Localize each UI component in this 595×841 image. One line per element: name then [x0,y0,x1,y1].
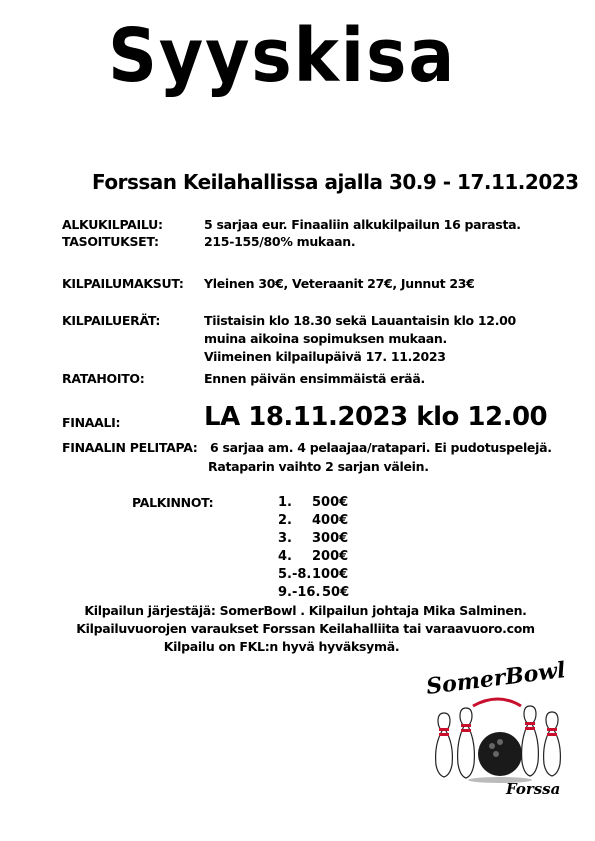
prize-rank: 3. [278,531,292,546]
info-label-kilpailumaksut: KILPAILUMAKSUT: [62,276,184,291]
prize-amount: 500€ [312,495,349,510]
prize-amount: 400€ [312,513,349,528]
final-format-line2: Rataparin vaihto 2 sarjan välein. [208,459,429,474]
prize-rank: 4. [278,549,292,564]
prize-rank: 2. [278,513,292,528]
info-value-kilpailumaksut: Yleinen 30€, Veteraanit 27€, Junnut 23€ [204,276,475,291]
prize-amount: 50€ [322,585,350,600]
info-value-kilpailuerat-3: Viimeinen kilpailupäivä 17. 11.2023 [204,349,446,364]
info-value-tasoitukset: 215-155/80% mukaan. [204,234,356,249]
venue-dates: Forssan Keilahallissa ajalla 30.9 - 17.11.2023 [92,170,579,194]
prize-rank: 1. [278,495,292,510]
approval-line: Kilpailu on FKL:n hyvä hyväksymä. [163,639,400,654]
info-label-tasoitukset: TASOITUKSET: [62,234,159,249]
poster-title: Syyskisa [108,13,457,99]
info-label-kilpailuerat: KILPAILUERÄT: [62,313,161,328]
info-value-kilpailuerat-2: muina aikoina sopimuksen mukaan. [204,331,447,346]
final-format-label: FINAALIN PELITAPA: [62,440,198,455]
info-label-ratahoito: RATAHOITO: [62,371,145,386]
prize-rank: 5.-8. [278,567,312,582]
prize-amount: 300€ [312,531,349,546]
info-value-ratahoito: Ennen päivän ensimmäistä erää. [204,371,425,386]
prize-amount: 100€ [312,567,349,582]
organizer-line: Kilpailun järjestäjä: SomerBowl . Kilpailun johtaja Mika Salminen. [84,603,527,618]
prize-amount: 200€ [312,549,349,564]
info-label-alkukilpailu: ALKUKILPAILU: [62,217,163,232]
logo-location: Forssa [506,780,561,798]
prize-rank: 9.-16. [278,585,321,600]
booking-line: Kilpailuvuorojen varaukset Forssan Keilahalliita tai varaavuoro.com [76,621,535,636]
final-date: LA 18.11.2023 klo 12.00 [204,402,548,432]
info-value-kilpailuerat: Tiistaisin klo 18.30 sekä Lauantaisin klo 12.00 [204,313,516,328]
final-format-line1: 6 sarjaa am. 4 pelaajaa/ratapari. Ei pudotuspelejä. [210,440,552,455]
prizes-label: PALKINNOT: [132,495,214,510]
final-label: FINAALI: [62,415,121,430]
logo-name: SomerBowl [424,657,567,700]
info-value-alkukilpailu: 5 sarjaa eur. Finaaliin alkukilpailun 16 parasta. [204,217,521,232]
